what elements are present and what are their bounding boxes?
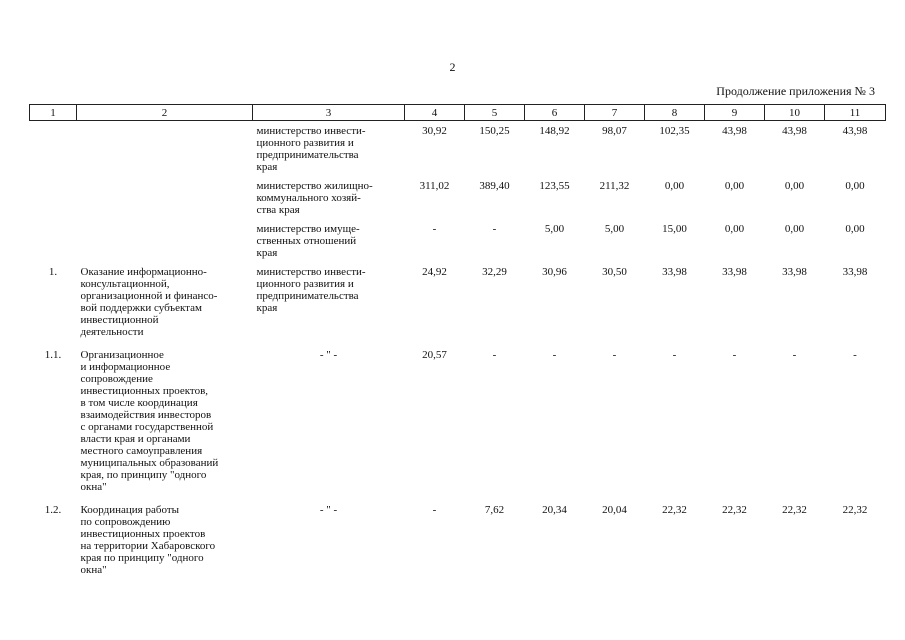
row-value-col-7 [585, 176, 645, 219]
row-value-col-10 [765, 496, 825, 579]
row-value-col-10 [765, 262, 825, 341]
table-header [30, 105, 886, 121]
header-col-9: 9 [705, 105, 765, 121]
row-value-col-11 [825, 341, 886, 496]
row-value-col-11-text: 43,98 [842, 125, 868, 137]
row-value-col-9-text: 22,32 [722, 504, 747, 516]
row-value-col-7 [585, 341, 645, 496]
row-activity-name [77, 262, 253, 341]
row-value-col-8-text: 33,98 [662, 266, 687, 278]
row-value-col-4-text: - [432, 504, 437, 516]
row-value-col-9-text: 33,98 [722, 266, 747, 278]
row-number [30, 341, 77, 496]
row-value-col-6-text: 30,96 [542, 266, 567, 278]
row-value-col-9-text: 43,98 [722, 125, 747, 137]
row-value-col-8-text: 15,00 [662, 223, 687, 235]
row-number [30, 262, 77, 341]
header-col-3: 3 [253, 105, 405, 121]
row-executor-text: министерство инвести- ционного развития и предпринимательства края [256, 266, 366, 314]
row-value-col-10-text: 0,00 [784, 180, 805, 192]
row-value-col-4 [405, 121, 465, 177]
table-row [30, 262, 886, 341]
row-value-col-4 [405, 496, 465, 579]
row-value-col-6-text: - [552, 349, 557, 361]
row-number-text: 1.1. [44, 349, 62, 361]
row-value-col-5-text: - [492, 223, 497, 235]
row-value-col-5-text: 7,62 [484, 504, 505, 516]
row-value-col-11-text: - [853, 349, 857, 361]
row-value-col-4-text: 20,57 [422, 349, 447, 361]
row-value-col-7-text: 5,00 [604, 223, 625, 235]
appendix-continuation-label: Продолжение приложения № 3 [716, 84, 875, 98]
row-executor [253, 121, 405, 177]
row-value-col-9 [705, 262, 765, 341]
row-executor-text: - " - [319, 504, 338, 516]
header-col-8: 8 [645, 105, 705, 121]
row-value-col-4 [405, 176, 465, 219]
row-value-col-6 [525, 496, 585, 579]
row-value-col-11-text: 22,32 [842, 504, 868, 516]
row-number [30, 176, 77, 219]
row-value-col-4-text: 311,02 [419, 180, 450, 192]
row-value-col-5-text: 389,40 [479, 180, 510, 192]
row-number-text: 1.2. [44, 504, 62, 516]
row-activity-name [77, 121, 253, 177]
row-value-col-9 [705, 121, 765, 177]
row-number [30, 496, 77, 579]
row-value-col-5-text: 150,25 [479, 125, 510, 137]
header-col-10: 10 [765, 105, 825, 121]
row-value-col-7-text: - [612, 349, 617, 361]
budget-table [29, 104, 886, 579]
row-value-col-10-text: 22,32 [782, 504, 807, 516]
row-value-col-11 [825, 496, 886, 579]
row-executor-text: министерство инвести- ционного развития и предпринимательства края [256, 125, 366, 173]
row-value-col-8 [645, 496, 705, 579]
row-value-col-8-text: 102,35 [659, 125, 690, 137]
row-value-col-11 [825, 262, 886, 341]
row-value-col-6-text: 5,00 [544, 223, 565, 235]
row-value-col-6 [525, 341, 585, 496]
row-value-col-6-text: 123,55 [539, 180, 570, 192]
header-col-11: 11 [825, 105, 886, 121]
row-value-col-7-text: 211,32 [599, 180, 630, 192]
row-value-col-4 [405, 219, 465, 262]
header-col-5: 5 [465, 105, 525, 121]
row-executor-text: - " - [319, 349, 338, 361]
row-value-col-8 [645, 121, 705, 177]
table-row [30, 121, 886, 177]
row-activity-name-text: Организационное и информационное сопровождение инвестиционных проектов, в том числе координация взаимодействия инвесторов с органами государственной власти края и органами местного самоуправления муниципальных образований края, по принципу "одного окна" [80, 349, 219, 493]
row-value-col-10 [765, 176, 825, 219]
row-value-col-10-text: - [792, 349, 797, 361]
row-value-col-10 [765, 341, 825, 496]
table-body [30, 121, 886, 580]
header-col-2: 2 [77, 105, 253, 121]
row-value-col-11 [825, 176, 886, 219]
row-executor [253, 341, 405, 496]
row-value-col-7 [585, 262, 645, 341]
row-number [30, 219, 77, 262]
row-value-col-10-text: 0,00 [784, 223, 805, 235]
row-number-text: 1. [48, 266, 58, 278]
row-value-col-11 [825, 121, 886, 177]
row-value-col-4-text: 30,92 [422, 125, 447, 137]
row-activity-name [77, 496, 253, 579]
row-activity-name-text: Координация работы по сопровождению инвестиционных проектов на территории Хабаровского края по принципу "одного окна" [80, 504, 216, 576]
row-executor-text: министерство жилищно- коммунального хозяй- ства края [256, 180, 373, 216]
row-value-col-6-text: 20,34 [542, 504, 567, 516]
row-value-col-7 [585, 219, 645, 262]
row-value-col-9-text: 0,00 [724, 223, 745, 235]
row-value-col-9 [705, 496, 765, 579]
row-value-col-5-text: 32,29 [482, 266, 507, 278]
row-activity-name [77, 341, 253, 496]
page-number: 2 [449, 60, 456, 74]
row-executor [253, 496, 405, 579]
row-value-col-5 [465, 341, 525, 496]
table-row [30, 496, 886, 579]
row-value-col-10 [765, 121, 825, 177]
row-value-col-11-text: 0,00 [845, 223, 865, 235]
row-value-col-11 [825, 219, 886, 262]
row-value-col-6 [525, 262, 585, 341]
row-value-col-5 [465, 262, 525, 341]
row-value-col-5 [465, 176, 525, 219]
row-value-col-9 [705, 219, 765, 262]
row-value-col-9-text: - [732, 349, 737, 361]
row-value-col-4-text: 24,92 [422, 266, 447, 278]
row-activity-name [77, 219, 253, 262]
table-row [30, 176, 886, 219]
row-value-col-7-text: 98,07 [602, 125, 627, 137]
row-value-col-8-text: - [672, 349, 677, 361]
row-value-col-8 [645, 341, 705, 496]
row-executor-text: министерство имуще- ственных отношений края [256, 223, 360, 259]
row-value-col-6 [525, 121, 585, 177]
row-value-col-4-text: - [432, 223, 437, 235]
header-col-6: 6 [525, 105, 585, 121]
header-row [30, 105, 886, 121]
row-value-col-6 [525, 219, 585, 262]
row-value-col-7 [585, 121, 645, 177]
header-col-1: 1 [30, 105, 77, 121]
header-col-7: 7 [585, 105, 645, 121]
row-executor [253, 262, 405, 341]
row-executor [253, 176, 405, 219]
row-value-col-7-text: 20,04 [602, 504, 627, 516]
row-value-col-10-text: 33,98 [782, 266, 807, 278]
row-value-col-5 [465, 121, 525, 177]
table-row [30, 341, 886, 496]
row-activity-name [77, 176, 253, 219]
row-value-col-9 [705, 341, 765, 496]
header-col-4: 4 [405, 105, 465, 121]
row-value-col-7 [585, 496, 645, 579]
row-value-col-6-text: 148,92 [539, 125, 570, 137]
row-value-col-11-text: 0,00 [845, 180, 865, 192]
row-value-col-5-text: - [492, 349, 497, 361]
row-value-col-5 [465, 496, 525, 579]
row-number [30, 121, 77, 177]
row-value-col-6 [525, 176, 585, 219]
row-value-col-10 [765, 219, 825, 262]
row-executor [253, 219, 405, 262]
row-value-col-7-text: 30,50 [602, 266, 627, 278]
row-value-col-10-text: 43,98 [782, 125, 807, 137]
row-value-col-8 [645, 219, 705, 262]
row-value-col-8 [645, 176, 705, 219]
row-value-col-8 [645, 262, 705, 341]
row-value-col-9-text: 0,00 [724, 180, 745, 192]
row-activity-name-text: Оказание информационно- консультационной, организационной и финансо- вой поддержки субъектам инвестиционной деятельности [80, 266, 218, 338]
row-value-col-11-text: 33,98 [842, 266, 868, 278]
row-value-col-5 [465, 219, 525, 262]
row-value-col-8-text: 22,32 [662, 504, 687, 516]
table-row [30, 219, 886, 262]
row-value-col-9 [705, 176, 765, 219]
row-value-col-4 [405, 341, 465, 496]
row-value-col-4 [405, 262, 465, 341]
row-value-col-8-text: 0,00 [664, 180, 685, 192]
